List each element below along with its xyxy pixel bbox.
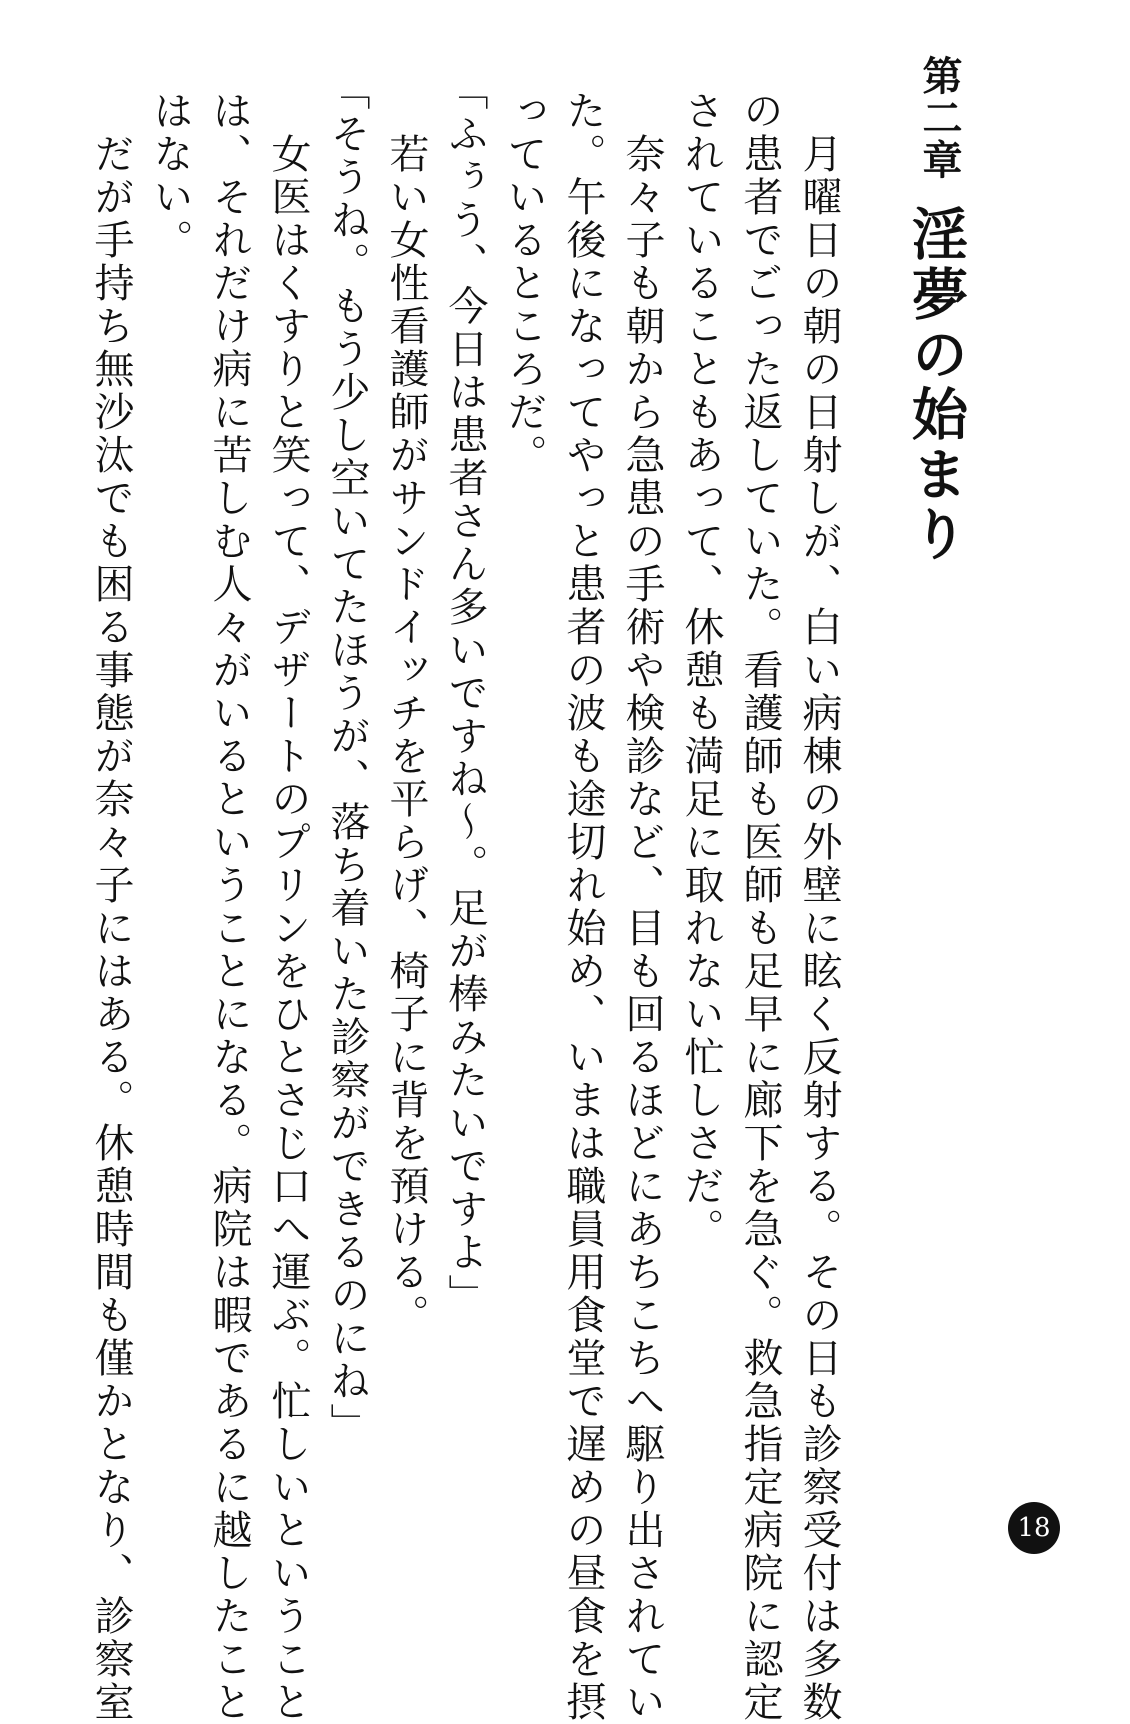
page-number: 18 bbox=[1008, 1502, 1060, 1554]
body-line-4: 奈々子も朝から急患の手術や検診など、目も回るほどにあちこちへ駆り出されてい bbox=[619, 90, 665, 1724]
body-line-1: 月曜日の朝の日射しが、白い病棟の外壁に眩く反射する。その日も診察受付は多数 bbox=[796, 90, 842, 1724]
body-line-9: 「そうね。もう少し空いてたほうが、落ち着いた診察ができるのにね」 bbox=[324, 70, 370, 1446]
body-line-13: だが手持ち無沙汰でも困る事態が奈々子にはある。休憩時間も僅かとなり、診察室 bbox=[88, 90, 134, 1724]
body-line-7: 「ふぅう、今日は患者さん多いですね～。足が棒みたいですよ」 bbox=[442, 70, 488, 1317]
body-line-11: は、それだけ病に苦しむ人々がいるということになる。病院は暇であるに越したこと bbox=[206, 90, 252, 1724]
body-line-3: されていることもあって、休憩も満足に取れない忙しさだ。 bbox=[678, 90, 724, 1251]
body-line-5: た。午後になってやっと患者の波も途切れ始め、いまは職員用食堂で遅めの昼食を摂 bbox=[560, 90, 606, 1724]
body-line-10: 女医はくすりと笑って、デザートのプリンをひとさじ口へ運ぶ。忙しいということ bbox=[265, 90, 311, 1724]
chapter-title: 淫夢の始まり bbox=[903, 205, 968, 565]
body-line-8: 若い女性看護師がサンドイッチを平らげ、椅子に背を預ける。 bbox=[383, 90, 429, 1337]
body-line-12: はない。 bbox=[147, 90, 193, 262]
chapter-number: 第二章 bbox=[916, 55, 962, 181]
body-line-6: っているところだ。 bbox=[501, 90, 547, 477]
body-line-2: の患者でごった返していた。看護師も医師も足早に廊下を急ぐ。救急指定病院に認定 bbox=[737, 90, 783, 1724]
